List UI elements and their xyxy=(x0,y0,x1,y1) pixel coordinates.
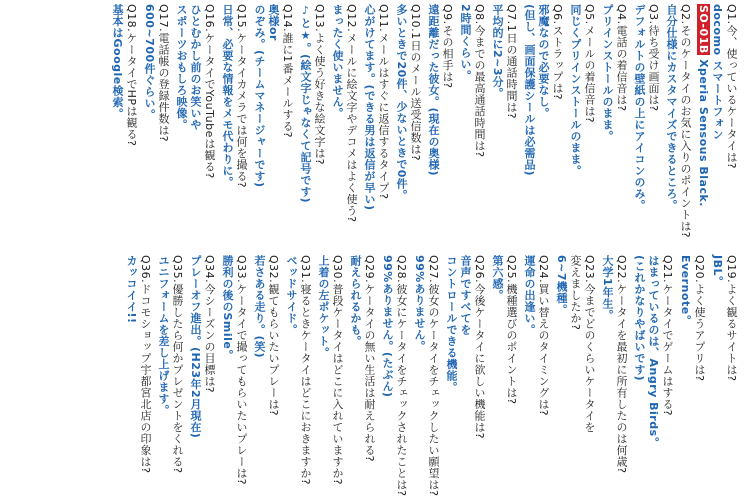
qa-item xyxy=(600,4,628,250)
answer-text: ユニフォームを差し上げます。 xyxy=(157,255,170,416)
qa-item xyxy=(522,255,550,501)
qa-item xyxy=(696,4,738,250)
question-text: Q23.今までどのくらいケータイを xyxy=(583,255,596,433)
answer-text: ♪と★。(絵文字じゃなくて記号です) xyxy=(299,4,312,204)
qa-item xyxy=(458,4,486,250)
question-text: Q24.買い替えのタイミングは? xyxy=(537,255,550,416)
answer-text: 遠距離だった彼女。(現在の奥様) xyxy=(427,4,440,177)
question-text: Q17.電話帳の登録件数は? xyxy=(157,4,170,142)
qa-item xyxy=(664,4,692,250)
qa-item xyxy=(710,255,738,501)
qa-item xyxy=(142,4,170,250)
qa-item xyxy=(444,255,486,501)
answer-text: ひとむかし前のお笑いや xyxy=(189,4,202,131)
question-text: Q11.メールはすぐに返信するタイプ? xyxy=(377,4,390,200)
question-text: Q25.機種選びのポイントは? xyxy=(505,255,518,405)
question-text: Q32.観てもらいたいプレーは? xyxy=(267,255,280,416)
answer-text: 勝利の後のSmile。 xyxy=(221,255,234,361)
question-text: Q16.ケータイでYouTubeは観る? xyxy=(203,4,216,179)
answer-text: 平均的に2~3分。 xyxy=(491,4,504,100)
question-text: Q2.そのケータイのお気に入りのポイントは? xyxy=(679,4,692,238)
qa-item xyxy=(426,4,454,250)
question-text: Q35.優勝したら何かプレゼントをくれる? xyxy=(171,255,184,474)
answer-text: 自分仕様にカスタマイズできるところ。 xyxy=(665,4,678,211)
question-text: Q3.待ち受け画面は? xyxy=(647,4,660,112)
answer-text: docomo スマートフォン xyxy=(711,4,724,141)
answer-text: 耐えられるかも。 xyxy=(349,255,362,347)
answer-text: (これかなりやばいです) xyxy=(633,255,646,382)
question-text: Q22.ケータイを最初に所有したのは何歳? xyxy=(615,255,628,474)
question-text: Q10.1日のメール送受信数は? xyxy=(409,4,422,161)
qa-item xyxy=(554,255,596,501)
qa-item xyxy=(110,4,138,250)
answer-text: 運命の出逢い。 xyxy=(523,255,536,336)
question-text-cont: 変えましたか? xyxy=(569,255,582,331)
question-text: Q4.電話の着信音は? xyxy=(615,4,628,112)
question-text: Q20.よく使うアプリは? xyxy=(693,255,706,382)
qa-item xyxy=(380,255,408,501)
qa-item xyxy=(678,255,706,501)
qa-item xyxy=(490,255,518,501)
qa-item xyxy=(124,255,152,501)
qa-columns-upper xyxy=(106,4,738,250)
answer-text: 2時間くらい。 xyxy=(459,4,472,82)
answer-text: はまっているのは、Angry Birds。 xyxy=(647,255,660,449)
qa-columns-lower xyxy=(120,255,738,501)
answer-rest: Xperia Sensous Black. xyxy=(697,54,710,207)
answer-text: デフォルトの壁紙の上にアイコンのみ。 xyxy=(633,4,646,211)
answer-text: Evernote。 xyxy=(679,255,692,327)
question-text: Q33.ケータイで撮ってもらいたいプレーは? xyxy=(235,255,248,485)
qa-item xyxy=(284,255,312,501)
qa-item xyxy=(412,255,440,501)
question-text: Q6.ストラップは? xyxy=(551,4,564,100)
answer-text xyxy=(696,4,710,250)
question-text: Q30.普段ケータイはどこに入れていますか? xyxy=(331,255,344,485)
qa-item xyxy=(568,4,596,250)
question-text: Q26.今後ケータイに欲しい機能は? xyxy=(473,255,486,439)
qa-item xyxy=(490,4,518,250)
answer-text: のぞみ。(チームマネージャーです) xyxy=(253,4,266,188)
qa-item xyxy=(220,4,248,250)
qa-item xyxy=(330,4,358,250)
answer-text: プレーオフ進出。(H23年2月現在) xyxy=(189,255,202,439)
answer-text: 奥様or xyxy=(267,4,280,41)
answer-text: まったく使いません。 xyxy=(331,4,344,119)
answer-text: 邪魔なので必要なし。 xyxy=(537,4,550,119)
question-text: Q27.彼女のケータイをチェックしたい願望は? xyxy=(427,255,440,497)
answer-text: 大学1年生。 xyxy=(601,255,614,321)
answer-text: スポーツおもしろ映像。 xyxy=(175,4,188,131)
question-text: Q5.メールの着信音は? xyxy=(583,4,596,123)
question-text: Q13.よく使う好きな絵文字は? xyxy=(313,4,326,165)
answer-text: 99%ありません。 xyxy=(413,255,426,352)
qa-item xyxy=(600,255,628,501)
answer-text: 基本はGoogle検索。 xyxy=(111,4,124,120)
answer-text: 多いときで20件、少ないときで0件。 xyxy=(395,4,408,201)
question-text: Q1.今、使っているケータイは? xyxy=(725,4,738,169)
answer-text: 若さある走り。(笑) xyxy=(253,255,266,359)
answer-text: 6~7機種。 xyxy=(555,255,568,316)
question-text: Q12.メールに絵文字やデコメはよく使う? xyxy=(345,4,358,223)
question-text: Q21.ケータイでゲームはする? xyxy=(661,255,674,416)
qa-section-lower xyxy=(0,251,744,502)
answer-text: 600~700件ぐらい。 xyxy=(143,4,156,121)
qa-item xyxy=(298,4,326,250)
qa-item xyxy=(252,4,294,250)
question-text: Q14.誰に1番メールする? xyxy=(281,4,294,138)
question-text: Q19.よく観るサイトは? xyxy=(725,255,738,382)
qa-item xyxy=(348,255,376,501)
question-text: Q34.今シーズンの目標は? xyxy=(203,255,216,393)
question-text: Q9.その相手は? xyxy=(441,4,454,89)
model-badge: SO-01B xyxy=(697,5,710,54)
answer-text: 心がけてます。(できる男は返信が早い) xyxy=(363,4,376,211)
question-text: Q28.彼女にケータイをチェックされたことは? xyxy=(395,255,408,497)
qa-item xyxy=(522,4,564,250)
question-text: Q8.今までの最高通話時間は? xyxy=(473,4,486,158)
question-text: Q18.ケータイでHPは観る? xyxy=(125,4,138,147)
answer-text: ベッドサイド。 xyxy=(285,255,298,336)
question-text: Q7.1日の通話時間は? xyxy=(505,4,518,119)
qa-item xyxy=(156,255,184,501)
answer-text: プリインストールのまま。 xyxy=(601,4,614,142)
answer-text: コントロールできる機能。 xyxy=(445,255,458,393)
answer-text: (但し、画面保護シールは必需品) xyxy=(523,4,536,177)
answer-text: JBL。 xyxy=(711,255,724,288)
qa-item xyxy=(362,4,390,250)
answer-text: 日常、必要な情報をメモ代わりに。 xyxy=(221,4,234,188)
answer-text: 音声ですべてを xyxy=(459,255,472,336)
question-text: Q36.ドコモショップ宇都宮北店の印象は? xyxy=(139,255,152,474)
answer-text: カッコイイ!! xyxy=(125,255,138,324)
qa-item xyxy=(188,255,216,501)
question-text: Q29.ケータイの無い生活は耐えられる? xyxy=(363,255,376,462)
question-text: Q15.ケータイカメラでは何を撮る? xyxy=(235,4,248,188)
qa-item xyxy=(174,4,216,250)
qa-item xyxy=(316,255,344,501)
question-text: Q31.寝るときケータイはどこにおきますか? xyxy=(299,255,312,485)
answer-text: 同じくプリインストールのまま。 xyxy=(569,4,582,177)
answer-text: 第六感。 xyxy=(491,255,504,301)
qa-item xyxy=(220,255,248,501)
qa-item xyxy=(394,4,422,250)
qa-item xyxy=(632,255,674,501)
qa-item xyxy=(252,255,280,501)
answer-text: 上着の左ポケット。 xyxy=(317,255,330,359)
qa-item xyxy=(632,4,660,250)
answer-text: 99%ありません。(たぶん) xyxy=(381,255,394,398)
